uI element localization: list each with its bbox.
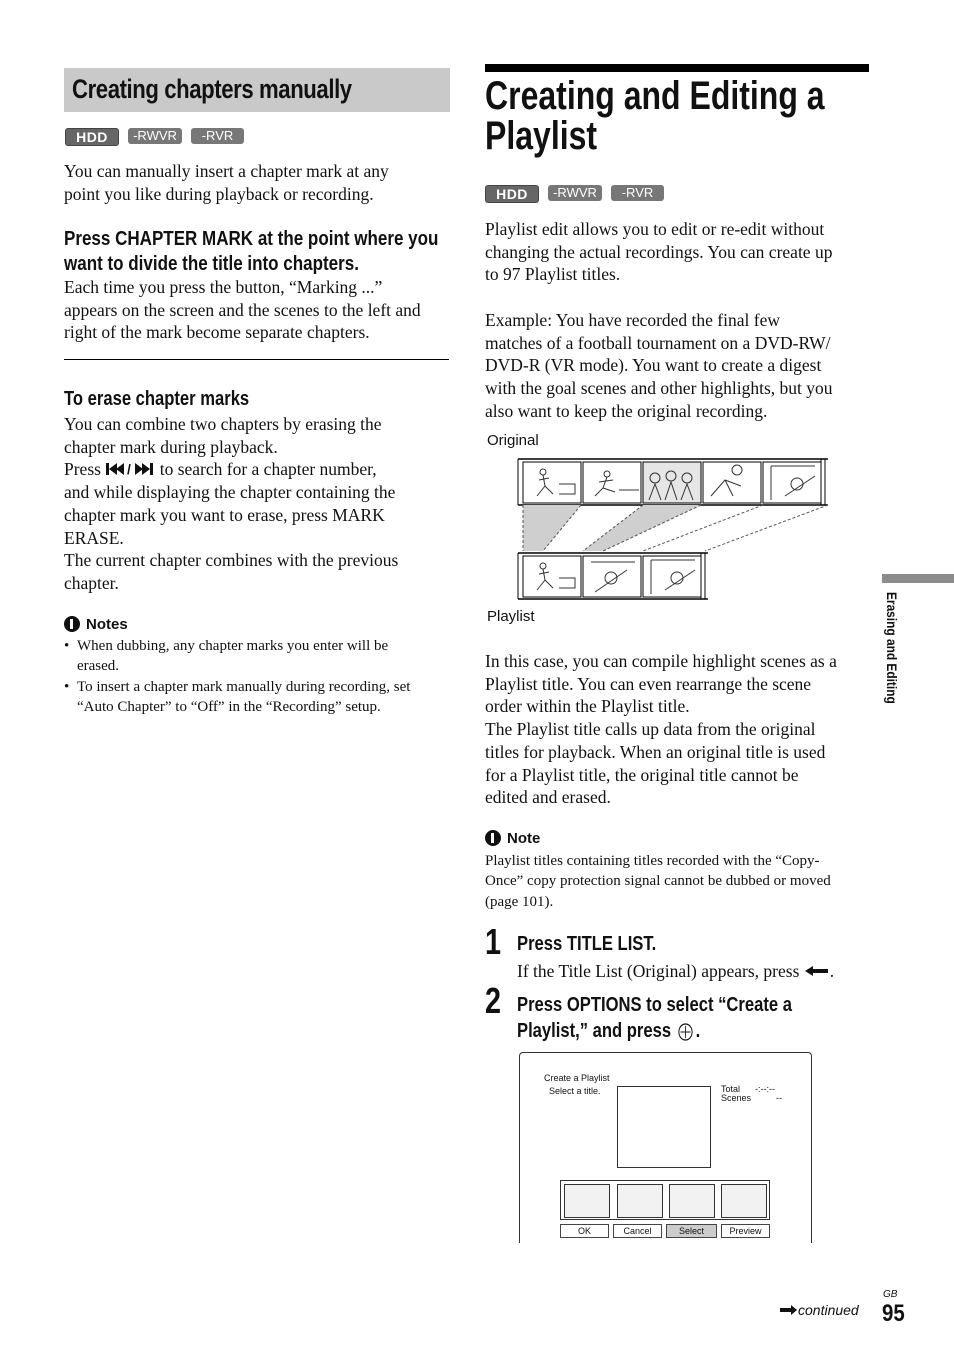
text-line: right of the mark become separate chapters. bbox=[64, 322, 370, 343]
intro-paragraph bbox=[64, 160, 459, 205]
note-item bbox=[64, 636, 454, 677]
total-label: Total bbox=[721, 1084, 741, 1094]
scenes-value: -- bbox=[776, 1093, 782, 1103]
cancel-button[interactable]: Cancel bbox=[613, 1224, 662, 1238]
text-line: Playlist titles containing titles recorded with the “Copy- bbox=[485, 853, 820, 869]
scene-thumbnail[interactable] bbox=[564, 1184, 610, 1218]
prev-next-icon bbox=[105, 462, 155, 476]
text-line: “Auto Chapter” to “Off” in the “Recording” setup. bbox=[77, 699, 381, 716]
heading-line: Press CHAPTER MARK at the point where you bbox=[64, 227, 439, 250]
erase-body bbox=[64, 413, 459, 595]
text-line: When dubbing, any chapter marks you enter will be bbox=[77, 638, 389, 654]
svg-text:/: / bbox=[127, 462, 132, 477]
erase-heading: To erase chapter marks bbox=[64, 388, 250, 410]
note-icon bbox=[64, 616, 80, 632]
side-tab-label: Erasing and Editing bbox=[884, 592, 900, 704]
text-line: to 97 Playlist titles. bbox=[485, 264, 621, 285]
notes-heading bbox=[64, 616, 128, 633]
title-list-box[interactable] bbox=[617, 1086, 711, 1168]
scene-thumbnail[interactable] bbox=[669, 1184, 715, 1218]
text-line: erased. bbox=[77, 658, 120, 675]
screen-mockup bbox=[519, 1052, 812, 1243]
note-text bbox=[485, 851, 885, 912]
step-number: 2 bbox=[485, 980, 502, 1021]
text-line: (page 101). bbox=[485, 893, 554, 910]
text-fragment: If the Title List (Original) appears, press bbox=[517, 961, 800, 981]
text-fragment: to search for a chapter number, bbox=[159, 459, 377, 480]
text-line: In this case, you can compile highlight scenes as a bbox=[485, 651, 837, 671]
text-line: chapter mark you want to erase, press MARK bbox=[64, 504, 385, 525]
text-line: for a Playlist title, the original title cannot be bbox=[485, 764, 799, 785]
text-line: appears on the screen and the scenes to the left and bbox=[64, 299, 421, 320]
divider bbox=[64, 359, 449, 360]
example-paragraph bbox=[485, 309, 885, 423]
heading-line bbox=[517, 1018, 866, 1044]
region-code: GB bbox=[883, 1289, 898, 1300]
text-line: Each time you press the button, “Marking ...” bbox=[64, 277, 383, 297]
scene-thumbnail[interactable] bbox=[617, 1184, 663, 1218]
step-heading bbox=[517, 992, 866, 1044]
text-line bbox=[64, 458, 459, 481]
continued-note bbox=[780, 1302, 859, 1318]
playlist-label: Playlist bbox=[487, 608, 535, 625]
text-line: point you like during playback or recording. bbox=[64, 183, 374, 204]
notes-heading-text: Notes bbox=[86, 616, 128, 633]
continued-text: continued bbox=[798, 1302, 859, 1318]
side-tab-bar bbox=[882, 574, 954, 583]
text-line: titles for playback. When an original title is used bbox=[485, 741, 826, 762]
scene-thumbnail[interactable] bbox=[721, 1184, 767, 1218]
note-heading bbox=[485, 830, 540, 847]
text-line: with the goal scenes and other highlights, but you bbox=[485, 378, 833, 399]
text-line: Example: You have recorded the final few bbox=[485, 310, 780, 330]
rwvr-badge: -RWVR bbox=[128, 128, 182, 144]
text-line: DVD-R (VR mode). You want to create a digest bbox=[485, 355, 822, 376]
note-item bbox=[64, 677, 454, 718]
page-number: 95 bbox=[882, 1300, 905, 1327]
bullet: • bbox=[64, 679, 70, 695]
text-line: Once” copy protection signal cannot be dubbed or moved bbox=[485, 873, 831, 890]
hdd-badge: HDD bbox=[65, 128, 119, 146]
text-line: You can combine two chapters by erasing the bbox=[64, 414, 382, 434]
title-line: Playlist bbox=[485, 114, 598, 158]
preview-button[interactable]: Preview bbox=[721, 1224, 770, 1238]
text-fragment: Playlist,” and press bbox=[517, 1020, 672, 1042]
rvr-badge: -RVR bbox=[611, 185, 664, 201]
text-line: You can manually insert a chapter mark at any bbox=[64, 161, 389, 181]
text-line: The Playlist title calls up data from the original bbox=[485, 719, 816, 740]
note-icon bbox=[485, 830, 501, 846]
text-line: Playlist edit allows you to edit or re-edit without bbox=[485, 219, 825, 239]
note-text bbox=[77, 677, 454, 718]
text-line: ERASE. bbox=[64, 527, 124, 548]
text-line: chapter mark during playback. bbox=[64, 436, 278, 457]
playlist-diagram bbox=[515, 456, 835, 604]
rvr-badge: -RVR bbox=[191, 128, 244, 144]
text-line: matches of a football tournament on a DVD-RW/ bbox=[485, 332, 831, 353]
text-line: also want to keep the original recording. bbox=[485, 400, 768, 421]
return-arrow-icon bbox=[804, 965, 830, 977]
explanation-paragraph bbox=[485, 650, 885, 809]
heading-line: Press OPTIONS to select “Create a bbox=[517, 994, 792, 1016]
step-number: 1 bbox=[485, 921, 502, 962]
text-line: The current chapter combines with the previous bbox=[64, 550, 399, 571]
text-line: edited and erased. bbox=[485, 787, 611, 808]
enter-button-icon bbox=[676, 1021, 696, 1041]
section-title: Creating chapters manually bbox=[72, 74, 352, 104]
scenes-label: Scenes bbox=[721, 1093, 752, 1103]
screen-title: Create a Playlist bbox=[544, 1073, 610, 1083]
heading-line: want to divide the title into chapters. bbox=[64, 252, 359, 275]
ok-button[interactable]: OK bbox=[560, 1224, 609, 1238]
bullet: • bbox=[64, 638, 70, 654]
period: . bbox=[829, 961, 835, 981]
page-title bbox=[485, 76, 885, 156]
rwvr-badge: -RWVR bbox=[548, 185, 602, 201]
text-line: To insert a chapter mark manually during recording, set bbox=[77, 679, 411, 695]
original-label: Original bbox=[487, 432, 539, 449]
arrow-right-icon bbox=[780, 1305, 798, 1315]
text-line: changing the actual recordings. You can create up bbox=[485, 241, 833, 262]
total-value: -:--:-- bbox=[755, 1084, 775, 1094]
text-fragment: Press bbox=[64, 459, 101, 480]
select-button[interactable]: Select bbox=[666, 1224, 717, 1238]
title-rule bbox=[485, 64, 869, 72]
period: . bbox=[695, 1020, 701, 1042]
screen-subtitle: Select a title. bbox=[549, 1086, 601, 1096]
text-line: order within the Playlist title. bbox=[485, 696, 690, 717]
step-body bbox=[517, 960, 834, 983]
hdd-badge: HDD bbox=[485, 185, 539, 203]
text-line: and while displaying the chapter containing the bbox=[64, 482, 396, 503]
step-heading: Press TITLE LIST. bbox=[517, 933, 657, 955]
text-line: Playlist title. You can even rearrange the scene bbox=[485, 673, 812, 694]
note-text bbox=[77, 636, 454, 677]
note-heading-text: Note bbox=[507, 830, 541, 847]
title-line: Creating and Editing a bbox=[485, 74, 825, 118]
intro-paragraph bbox=[485, 218, 885, 286]
text-line: chapter. bbox=[64, 572, 119, 593]
step-body bbox=[64, 276, 459, 344]
scene-strip bbox=[560, 1180, 770, 1220]
step-heading bbox=[64, 226, 454, 276]
